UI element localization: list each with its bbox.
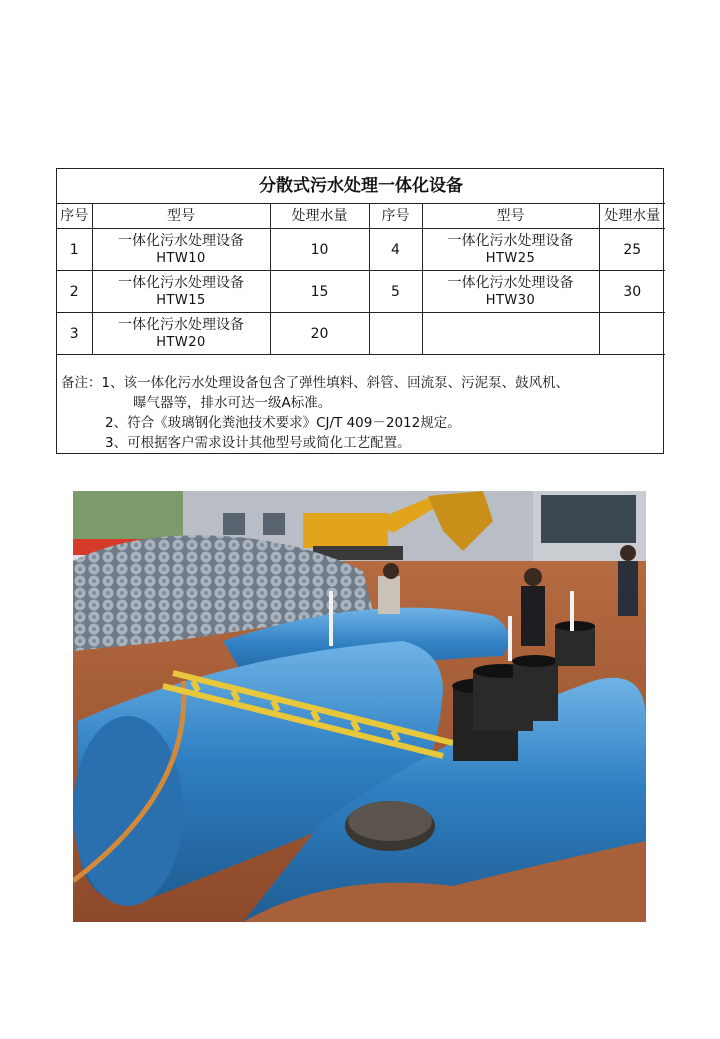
model-name: 一体化污水处理设备 (118, 232, 244, 249)
row-no: 1 (57, 229, 92, 271)
model-code: HTW20 (156, 334, 206, 350)
spec-table (56, 168, 664, 454)
row-no (369, 313, 422, 355)
note-2: 2、符合《玻璃钢化粪池技术要求》CJ/T 409－2012规定。 (105, 415, 461, 431)
note-1: 1、该一体化污水处理设备包含了弹性填料、斜管、回流泵、污泥泵、鼓风机、 (101, 375, 570, 391)
model-code: HTW15 (156, 292, 206, 308)
row-no: 5 (369, 271, 422, 313)
row-no: 2 (57, 271, 92, 313)
row-model (92, 313, 270, 355)
header-no-left: 序号 (57, 204, 92, 229)
header-row (57, 204, 665, 229)
notes-prefix: 备注： (61, 375, 102, 391)
model-name: 一体化污水处理设备 (447, 274, 574, 291)
row-flow: 15 (270, 271, 369, 313)
equipment-table (57, 169, 665, 355)
row-model (92, 271, 270, 313)
row-flow: 30 (599, 271, 665, 313)
header-no-right: 序号 (369, 204, 422, 229)
header-flow-left: 处理水量 (270, 204, 369, 229)
model-name: 一体化污水处理设备 (118, 274, 244, 291)
header-flow-right: 处理水量 (599, 204, 665, 229)
note-line (61, 393, 659, 413)
note-1-continued: 曝气器等，排水可达一级A标准。 (133, 395, 332, 411)
note-line (61, 373, 659, 393)
model-code: HTW25 (485, 250, 536, 266)
note-line (61, 413, 659, 433)
row-model (422, 229, 599, 271)
model-code: HTW30 (485, 292, 536, 308)
note-3: 3、可根据客户需求设计其他型号或简化工艺配置。 (105, 435, 411, 451)
model-name: 一体化污水处理设备 (118, 316, 244, 333)
installation-photo (73, 491, 646, 922)
table-row (57, 271, 665, 313)
row-flow: 25 (599, 229, 665, 271)
row-model (92, 229, 270, 271)
row-flow: 10 (270, 229, 369, 271)
building-window (541, 495, 636, 543)
note-line (61, 433, 659, 453)
row-model (422, 271, 599, 313)
notes (57, 367, 663, 453)
row-flow: 20 (270, 313, 369, 355)
row-flow (599, 313, 665, 355)
table-row (57, 313, 665, 355)
header-model-right: 型号 (422, 204, 599, 229)
row-no: 4 (369, 229, 422, 271)
row-no: 3 (57, 313, 92, 355)
model-code: HTW10 (156, 250, 206, 266)
table-title: 分散式污水处理一体化设备 (57, 169, 665, 204)
installation-photo-illustration (73, 491, 646, 922)
model-name: 一体化污水处理设备 (447, 232, 574, 249)
header-model-left: 型号 (92, 204, 270, 229)
row-model (422, 313, 599, 355)
table-row (57, 229, 665, 271)
